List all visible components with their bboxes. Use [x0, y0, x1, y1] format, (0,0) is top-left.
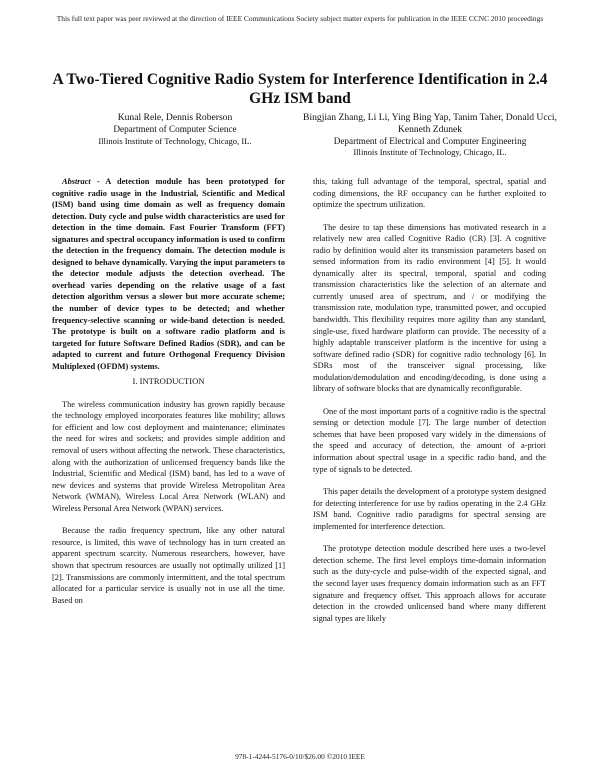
paragraph: One of the most important parts of a cognitive radio is the spectral sensing or detection module [7]. The large number of detection schemes that have been proposed vary widely in the dimensions of the speed and accuracy of detection, the amount of a-priori information about spectral usage in a specific radio band, and the type of signals to be detected.	[313, 406, 546, 474]
header-note: This full text paper was peer reviewed at the direction of IEEE Communications Society subject matter experts for publication in the IEEE CCNC 2010 proceedings	[56, 14, 544, 23]
abstract-label: Abstract	[62, 177, 91, 186]
author-department: Department of Electrical and Computer Engineering	[333, 135, 527, 146]
author-institution: Illinois Institute of Technology, Chicago, IL.	[98, 135, 252, 146]
footer-copyright: 978-1-4244-5176-0/10/$26.00 ©2010 IEEE	[235, 752, 365, 761]
author-institution: Illinois Institute of Technology, Chicago, IL.	[353, 147, 507, 158]
paper-title: A Two-Tiered Cognitive Radio System for Interference Identification in 2.4 GHz ISM band	[52, 71, 548, 107]
abstract	[52, 176, 285, 372]
paragraph: The desire to tap these dimensions has motivated research in a relatively new area called Cognitive Radio (CR) [3]. A cognitive radio by definition would alter its transmission parameters based on sensed information from its radio environment [4] [5]. It would dynamically alter its spectral, temporal, spatial and coding transmission characteristics like the selection of an alternate and currently unused area of spectrum, and / or modifying the transmission rate, modulation type, transmitted power, and occupied bandwidth. This flexibility requires more agility than any standard, single-use, fixed hardware platform can provide. The necessity of a highly adaptable transceiver platform is the incentive for using a software defined radio (SDR) for cognitive radio technology [6]. In SDRs most of the transceiver signal processing, like modulation/demodulation and encoding/decoding, is done using a library of software blocks that are dynamically reconfigurable.	[313, 222, 546, 394]
section-heading: I. INTRODUCTION	[132, 376, 205, 387]
paragraph: Because the radio frequency spectrum, like any other natural resource, is limited, this wave of technology has in turn created an apparent spectrum scarcity. Numerous researchers, however, have shown that spectrum resources are usually not optimally utilized [1] [2]. Transmissions are commonly intermittent, and the total spectrum allocated for a particular service is usually not in use all the time. Based on	[52, 526, 285, 605]
author-block-right	[300, 112, 560, 159]
paragraph: The wireless communication industry has grown rapidly because the technology employed incorporates features like mobility; allows for efficient and low cost deployment and maintenance; eliminates the need for wires and sockets; and provides simple addition and removal of users without affecting the network. These characteristics, along with the authorization of unlicensed frequency bands like the Industrial, Scientific and Medical (ISM) band, has led to a wave of new devices and systems that provide Wireless Metropolitan Area Network (WMAN), Wireless Local Area Network (WLAN) and Wireless Personal Area Network (WPAN) services.	[52, 399, 285, 513]
left-column	[52, 176, 285, 606]
paragraph: this, taking full advantage of the temporal, spectral, spatial and coding dimensions, the RF occupancy can be further exploited to optimize the spectrum utilization.	[313, 177, 546, 210]
author-names: Kunal Rele, Dennis Roberson	[117, 112, 233, 123]
paragraph: This paper details the development of a prototype system designed for detecting interference for use by radios operating in the 2.4 GHz ISM band. Cognitive radio paradigms for spectral sensing are implemented for interference detection.	[313, 487, 546, 531]
abstract-text: - A detection module has been prototyped for cognitive radio usage in the Industrial, Scientific and Medical (ISM) band using time domain as well as frequency domain detection. Duty cycle and pulse width characteristics are used for detection in the time domain. Fast Fourier Transform (FFT) signatures and spectral occupancy information is used to confirm the detection in the frequency domain. The detection module is designed to behave dynamically. Varying the input parameters to the detector module adjusts the detection overhead. The overhead varies depending on the relative usage of a fast detection algorithm versus a slower but more accurate scheme; the number of device types to be detected; and whether frequency-selective scanning or wide-band detection is needed. The prototype is built on a software radio platform and is targeted for future Software Defined Radios (SDR), and can be adapted to current and future Orthogonal Frequency Division Multiplexed (OFDM) systems.	[52, 177, 285, 371]
author-block-left	[60, 112, 290, 147]
paragraph: The prototype detection module described here uses a two-level detection scheme. The first level employs time-domain information such as the duty-cycle and pulse-width of the expected signal, and the second layer uses frequency domain information such as an FFT signature and frequency offset. This approach allows for accurate detection in the crowded unlicensed band where many different signal types are likely	[313, 544, 546, 623]
author-names: Bingjian Zhang, Li Li, Ying Bing Yap, Tanim Taher, Donald Ucci, Kenneth Zdunek	[303, 112, 557, 135]
author-department: Department of Computer Science	[113, 123, 237, 134]
right-column	[313, 176, 546, 624]
